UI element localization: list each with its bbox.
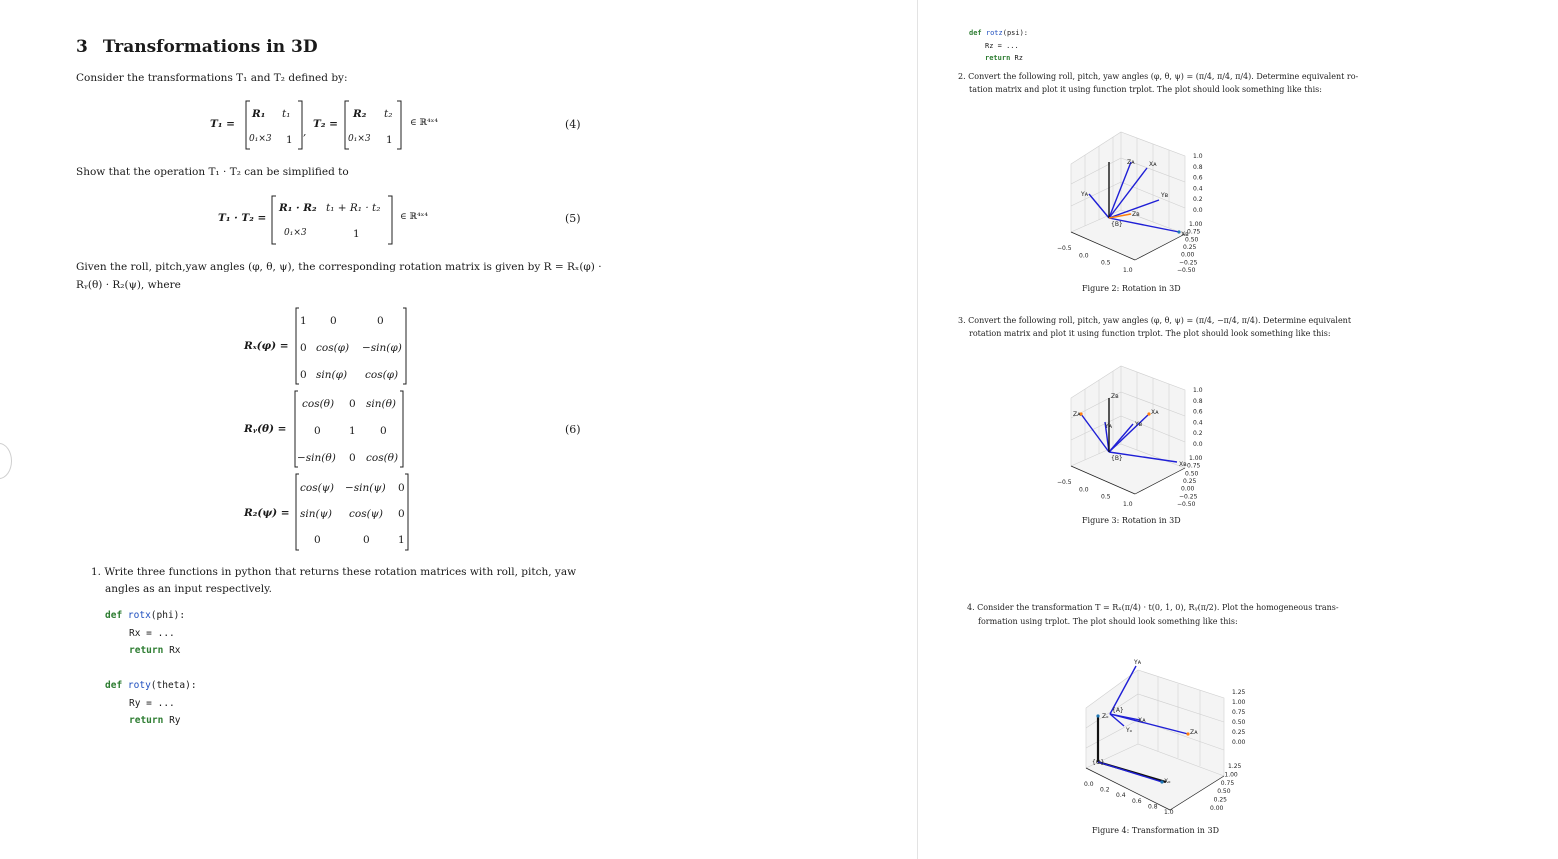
z-axis-tick-label: 0.6: [1193, 408, 1203, 416]
svg-text:Zʙ: Zʙ: [1111, 393, 1119, 400]
z-axis-tick-label: 0.2: [1193, 430, 1203, 438]
y-axis-tick-label: 0.25: [1183, 478, 1197, 485]
z-axis-tick-label: 0.4: [1193, 419, 1203, 427]
x-axis-tick-label: 0.6: [1132, 797, 1142, 805]
x-axis-tick-label: 0.0: [1079, 486, 1089, 494]
document-page-right: def rotz(psi): Rz = ... return Rz 2. Convert the following roll, pitch, yaw angles (φ, θ, ψ) = (π/4, π/4, π/4). Determine equivalent ro- tation matrix and plot it using function trplot. The plot should look something like this: {B} Xʙ Yʙ Zʙ Xᴀ Yᴀ Zᴀ 1.0 0.8 0.6 0.4 0.2 0.0 1.00 0.75 0.50 0.25 0.00 −0.25 −0.50 −0.5 0.0 0.5 1.0 Figure 2: Rotation in 3D 3. Convert the following roll, pitch, yaw angles (φ, θ, ψ) = (π/4, −π/4, π/4). Determine equivalent rotation matrix and plot it using function trplot. The plot should look something like this: {B} Xʙ Yʙ Zʙ Xᴀ Yᴀ Zᴀ 1.0 0.8 0.6 0.4 0.2 0.0 1.00 0.75 0.50 0.25 0.00 −0.25 −0.50 −0.5 0.0 0.5 1.0 Figure 3: Rotation in 3D 4. Consider the transformation T = Rₓ(π/4) · t(0, 1, 0), Rᵧ(π/2). Plot the homogeneous trans- formation using trplot. The plot should look something like this: {O} {A} Xₒ Yₒ Zₒ Xᴀ Yᴀ Zᴀ 1.25 1.00 0.75 0.50 0.25 0.00 1.25 1.00 0.75 0.50 0.25 0.00 0.0 0.2 0.4 0.6 0.8 1.0 Figure 4: Transformation in 3D: [958, 29, 1359, 835]
section-heading: 3 Transformations in 3D: [76, 37, 318, 57]
z-axis-tick-label: 0.2: [1193, 196, 1203, 204]
svg-text:Xʙ: Xʙ: [1179, 461, 1187, 468]
y-axis-tick-label: 0.25: [1213, 796, 1227, 804]
z-axis-tick-label: 0.8: [1193, 163, 1203, 171]
task3-line1: 3. Convert the following roll, pitch, yaw angles (φ, θ, ψ) = (π/4, −π/4, π/4). Determine equivalent: [958, 316, 1352, 325]
z-axis-tick-label: 0.25: [1232, 729, 1246, 736]
svg-text:Zᴀ: Zᴀ: [1127, 159, 1135, 166]
task4-line1: 4. Consider the transformation T = Rₓ(π/4) · t(0, 1, 0), Rᵧ(π/2). Plot the homogeneous trans-: [967, 603, 1339, 612]
given-text-line1: Given the roll, pitch,yaw angles (φ, θ, ψ), the corresponding rotation matrix is given by R = Rₓ(φ) ·: [76, 261, 602, 273]
z-axis-tick-label: 1.0: [1193, 153, 1203, 160]
y-axis-tick-label: 0.50: [1185, 470, 1199, 478]
page-nav-handle[interactable]: [0, 443, 12, 479]
figure-2-plot: [1051, 122, 1241, 272]
z-axis-tick-label: 0.0: [1193, 441, 1203, 448]
svg-text:{O}: {O}: [1092, 759, 1105, 766]
svg-text:Yₒ: Yₒ: [1126, 727, 1133, 734]
svg-text:{B}: {B}: [1111, 221, 1123, 228]
y-axis-tick-label: 1.00: [1189, 221, 1203, 228]
task2-line1: 2. Convert the following roll, pitch, yaw angles (φ, θ, ψ) = (π/4, π/4, π/4). Determine equivalent ro-: [958, 72, 1359, 81]
y-axis-tick-label: 0.00: [1210, 805, 1224, 812]
svg-text:Xₒ: Xₒ: [1164, 778, 1171, 785]
y-axis-tick-label: 0.50: [1185, 236, 1199, 244]
svg-text:Yᴀ: Yᴀ: [1134, 659, 1142, 666]
task1-line2: angles as an input respectively.: [105, 583, 272, 595]
y-axis-tick-label: 0.75: [1187, 462, 1201, 470]
x-axis-tick-label: 0.8: [1148, 803, 1158, 811]
tip-marker: [1096, 714, 1099, 717]
show-text: Show that the operation T₁ · T₂ can be simplified to: [76, 166, 349, 178]
z-axis-tick-label: 1.00: [1232, 699, 1246, 706]
figure-3-plot: [1051, 356, 1241, 506]
x-axis-tick-label: 0.5: [1101, 259, 1111, 267]
svg-text:Zᴀ: Zᴀ: [1073, 411, 1081, 418]
task1-line1: 1. Write three functions in python that returns these rotation matrices with roll, pitch, yaw: [91, 566, 577, 578]
y-axis-tick-label: 1.00: [1224, 771, 1238, 779]
z-axis-tick-label: 0.75: [1232, 709, 1246, 716]
task4-line2: formation using trplot. The plot should look something like this:: [978, 617, 1238, 626]
y-axis-tick-label: 0.50: [1217, 788, 1231, 796]
svg-text:Xʙ: Xʙ: [1181, 231, 1189, 238]
x-axis-tick-label: 0.2: [1100, 786, 1110, 794]
x-axis-tick-label: 1.0: [1164, 809, 1174, 816]
z-axis-tick-label: 0.00: [1232, 739, 1246, 746]
y-axis-tick-label: −0.25: [1179, 493, 1198, 501]
x-axis-tick-label: 0.0: [1079, 252, 1089, 260]
task2-line2: tation matrix and plot it using function trplot. The plot should look something like this:: [969, 85, 1322, 94]
z-axis-tick-label: 0.6: [1193, 174, 1203, 182]
z-axis-tick-label: 1.25: [1232, 689, 1246, 696]
y-axis-tick-label: 0.75: [1220, 779, 1235, 787]
svg-text:Yʙ: Yʙ: [1135, 421, 1143, 428]
y-axis-tick-label: −0.50: [1177, 267, 1196, 274]
x-axis-tick-label: 0.0: [1084, 781, 1094, 788]
svg-text:Zᴀ: Zᴀ: [1190, 729, 1198, 736]
svg-text:Yʙ: Yʙ: [1161, 192, 1169, 199]
y-axis-tick-label: 0.25: [1183, 244, 1197, 251]
x-axis-tick-label: −0.5: [1057, 245, 1072, 252]
y-axis-tick-label: 0.00: [1181, 251, 1195, 259]
svg-text:{B}: {B}: [1111, 455, 1123, 462]
figure-4-plot: [1068, 650, 1268, 816]
svg-text:Zₒ: Zₒ: [1102, 713, 1109, 720]
svg-text:Yᴀ: Yᴀ: [1081, 191, 1089, 198]
svg-text:Xᴀ: Xᴀ: [1151, 409, 1159, 416]
x-axis-tick-label: 1.0: [1123, 501, 1133, 508]
x-axis-tick-label: −0.5: [1057, 479, 1072, 486]
svg-text:Xᴀ: Xᴀ: [1138, 717, 1146, 724]
y-axis-tick-label: 0.00: [1181, 485, 1195, 493]
figure-2-caption: Figure 2: Rotation in 3D: [1082, 284, 1181, 293]
z-axis-tick-label: 0.4: [1193, 185, 1203, 193]
document-page-left: 3 Transformations in 3D Consider the transformations T₁ and T₂ defined by: T₁ = R₁ t₁ 0₁×3 1 , T₂ = R₂ t₂ 0₁×3 1 ∈ ℝ⁴ˣ⁴ (4) Show that the operation T₁ · T₂ can be simplified to T₁ · T₂ = R₁ · R₂ t₁ + R₁ · t₂ 0₁×3 1 ∈ ℝ⁴ˣ⁴ (5) Given the roll, pitch,yaw angles (φ, θ, ψ), the corresponding rotation matrix is given by R = Rₓ(φ) · Rᵧ(θ) · R₂(ψ), where Rₓ(φ) = 1 0 0 0 cos(φ) −sin(φ) 0 sin(φ) cos(φ) Rᵧ(θ) = cos(θ) 0 sin(θ) 0 1 0 −sin(θ) 0 cos(θ) (6) R₂(ψ) = cos(ψ) −sin(ψ) 0 sin(ψ) cos(ψ) 0 0 0 1 1. Write three functions in python that returns these rotation matrices with roll, pitch, yaw angles as an input respectively. def rotx(phi): Rx = ... return Rx def roty(theta): Ry = ... return Ry: [0, 0, 917, 859]
y-axis-tick-label: −0.25: [1179, 259, 1198, 267]
svg-text:Yᴀ: Yᴀ: [1105, 423, 1113, 430]
z-axis-tick-label: 1.0: [1193, 387, 1203, 394]
svg-text:Xᴀ: Xᴀ: [1149, 161, 1157, 168]
figure-4-caption: Figure 4: Transformation in 3D: [1092, 826, 1219, 835]
task3-line2: rotation matrix and plot it using function trplot. The plot should look something like this:: [969, 329, 1331, 338]
z-axis-tick-label: 0.0: [1193, 207, 1203, 214]
given-text-line2: Rᵧ(θ) · R₂(ψ), where: [76, 279, 181, 291]
intro-text: Consider the transformations T₁ and T₂ defined by:: [76, 72, 348, 84]
y-axis-tick-label: 0.75: [1187, 228, 1201, 236]
svg-text:{A}: {A}: [1112, 707, 1124, 714]
x-axis-tick-label: 0.4: [1116, 792, 1126, 800]
svg-text:Zʙ: Zʙ: [1132, 211, 1140, 218]
z-axis-tick-label: 0.50: [1232, 719, 1246, 726]
z-axis-tick-label: 0.8: [1193, 397, 1203, 405]
y-axis-tick-label: −0.50: [1177, 501, 1196, 508]
y-axis-tick-label: 1.00: [1189, 455, 1203, 462]
y-axis-tick-label: 1.25: [1228, 763, 1242, 770]
x-axis-tick-label: 1.0: [1123, 267, 1133, 274]
x-axis-tick-label: 0.5: [1101, 493, 1111, 501]
figure-3-caption: Figure 3: Rotation in 3D: [1082, 516, 1181, 525]
